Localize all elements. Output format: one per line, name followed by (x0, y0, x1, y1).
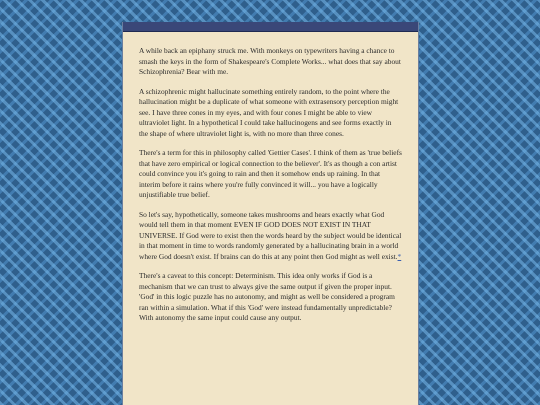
paragraph-3: There's a term for this in philosophy called 'Gettier Cases'. I think of them as 'true beliefs that have zero empirical or logical connection to the believer'. It's as though a con artist could convince you it's going to rain and then it somehow ends up raining. In that interim before it rains where you're fully convinced it will... you have a logically unjustifiable true belief. (139, 148, 402, 199)
paragraph-4 (139, 210, 402, 263)
article-body (123, 32, 418, 324)
page-header-bar (123, 22, 418, 32)
article-page (122, 22, 419, 405)
paragraph-2: A schizophrenic might hallucinate something entirely random, to the point where the hallucination might be a duplicate of what someone with extrasensory perception might see. I have three cones in my eyes, and with four cones I might be able to view ultraviolet light. In a hypothetical I could take hallucinogens and see forms exactly in the shape of where ultraviolet light is, with no more than three cones. (139, 86, 399, 138)
paragraph-5: There's a caveat to this concept: Determinism. This idea only works if God is a mechanism that we can trust to always give the same output if given the proper input. 'God' in this logic puzzle has no autonomy, and might as well be considered a program ran within a simulation. What if this 'God' were instead fundamentally unpredictable? With autonomy the same input could cause any output. (139, 271, 395, 322)
footnote-link[interactable]: * (397, 251, 402, 261)
paragraph-4-text: So let's say, hypothetically, someone takes mushrooms and hears exactly what God would tell them in that moment EVEN IF GOD DOES NOT EXIST IN THAT UNIVERSE. If God were to exist then the words heard by the subject would be identical in that moment in time to words randomly generated by a hallucinating brain in a world where God doesn't exist. If brains can do this at any point then God might as well exist. (139, 209, 402, 261)
paragraph-1: A while back an epiphany struck me. With monkeys on typewriters having a chance to smash the keys in the form of Shakespeare's Complete Works... what does that say about Schizophrenia? Bear with me. (139, 46, 401, 76)
